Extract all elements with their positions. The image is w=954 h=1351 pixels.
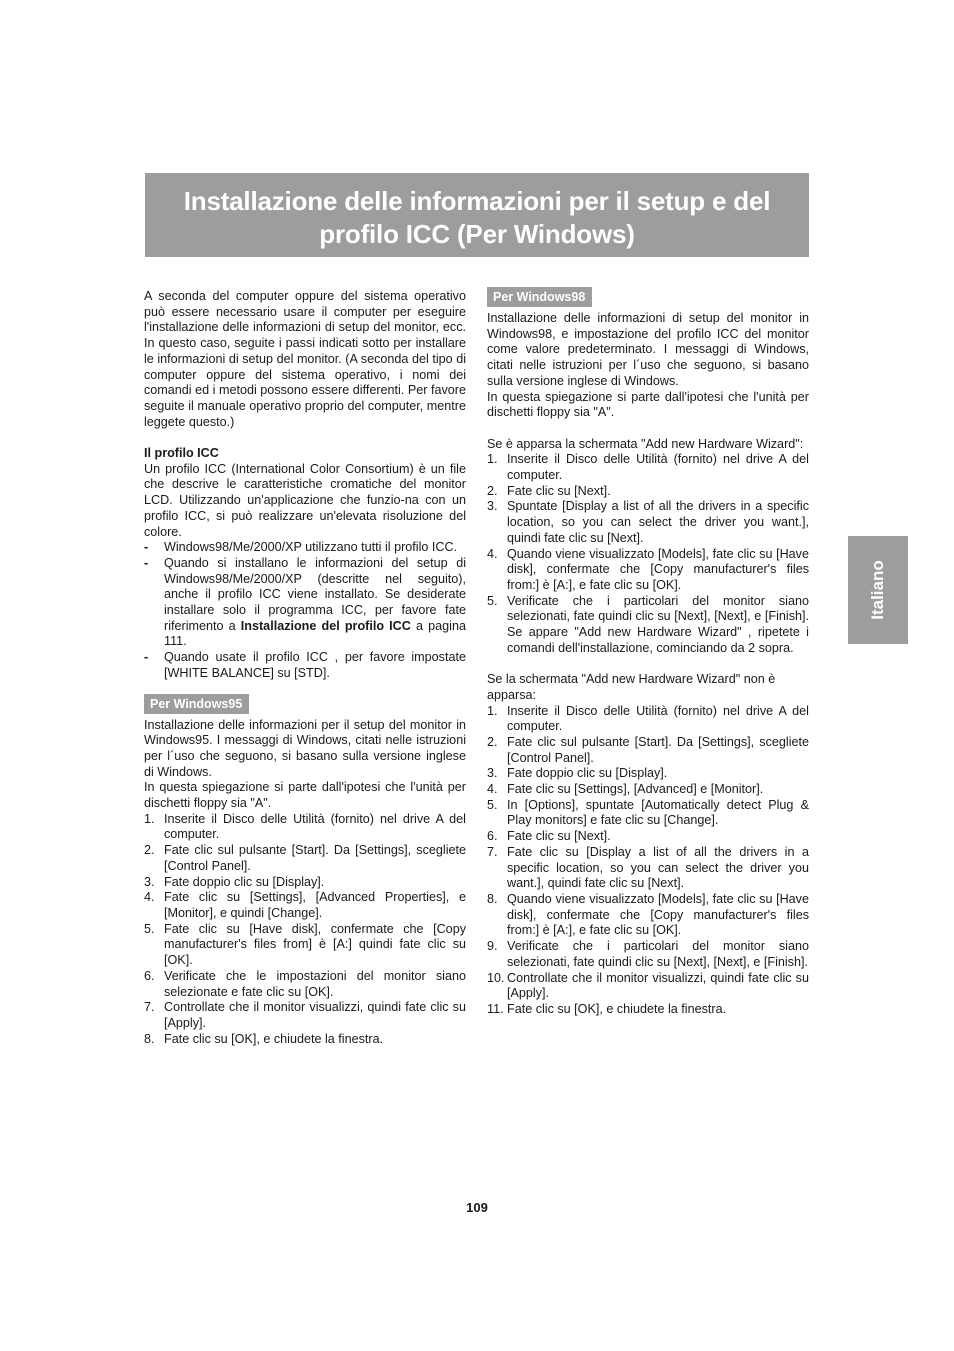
bullet-text: Quando si installano le informazioni del setup di Windows98/Me/2000/XP (descritte nel seguito), anche il profilo ICC viene installato. Se desiderate installare solo il programma ICC, per favore fate riferimento a [164, 555, 466, 633]
windows95-intro-floppy: In questa spiegazione si parte dall'ipotesi che l'unità per dischetti floppy sia "A". [144, 780, 466, 811]
list-item [487, 735, 809, 766]
step-number: 5. [487, 797, 498, 812]
list-item [487, 766, 809, 782]
step-number: 1. [487, 703, 498, 718]
list-item [487, 939, 809, 970]
step-text: Fate doppio clic su [Display]. [164, 874, 325, 889]
step-number: 2. [487, 483, 498, 498]
step-text: Fate clic su [Have disk], confermate che [Copy manufacturer's files from] è [A:] quindi fate clic su [OK]. [164, 921, 466, 968]
windows98-case-wizard-not-shown: Se la schermata "Add new Hardware Wizard" non è apparsa: [487, 672, 776, 702]
step-number: 5. [487, 593, 498, 608]
step-number: 6. [487, 829, 498, 844]
step-number: 5. [144, 921, 155, 936]
bullet-dash: - [144, 555, 149, 570]
bullet-dash: - [144, 540, 149, 555]
list-item [144, 650, 466, 681]
step-text: Fate clic sul pulsante [Start]. Da [Settings], scegliete [Control Panel]. [507, 734, 809, 765]
windows98-steps-wizard-not-shown [487, 704, 809, 1018]
step-text: Fate clic su [Settings], [Advanced] e [Monitor]. [507, 782, 764, 797]
bullet-text-end: a pagina 111. [164, 618, 466, 649]
step-number: 3. [487, 766, 498, 781]
step-text: Fate clic su [Next]. [507, 829, 611, 844]
step-text: Verificate che le impostazioni del monitor siano selezionate e fate clic su [OK]. [164, 968, 466, 999]
step-number: 3. [144, 874, 155, 889]
list-item [487, 845, 809, 892]
icc-bullet-list [144, 540, 466, 681]
list-item [487, 704, 809, 735]
step-number: 6. [144, 968, 155, 983]
step-text: Inserite il Disco delle Utilità (fornito) nel drive A del computer. [507, 452, 809, 483]
step-number: 2. [487, 734, 498, 749]
list-item [487, 594, 809, 657]
step-number: 1. [487, 452, 498, 467]
list-item [487, 484, 809, 500]
step-number: 9. [487, 939, 498, 954]
step-number: 2. [144, 843, 155, 858]
bullet-text: Quando usate il profilo ICC , per favore impostate [WHITE BALANCE] su [STD]. [164, 650, 466, 680]
title-banner [145, 173, 809, 257]
step-text: Fate clic su [Settings], [Advanced Properties], e [Monitor], e quindi [Change]. [164, 890, 466, 920]
list-item [487, 798, 809, 829]
step-number: 7. [487, 844, 498, 859]
step-text: Inserite il Disco delle Utilità (fornito) nel drive A del computer. [164, 811, 466, 842]
list-item [144, 843, 466, 874]
list-item [144, 1032, 466, 1048]
right-column [487, 287, 809, 1018]
bullet-dash: - [144, 650, 149, 665]
step-text: Verificate che i particolari del monitor siano selezionati, fate quindi clic su [Next], [Next], e [Finish]. Se appare "Add new Hardware Wizard" , ripetete i comandi dell'installazione, cominciando da 2 sopra. [507, 593, 809, 655]
step-number: 8. [487, 891, 498, 906]
list-item [144, 812, 466, 843]
list-item [144, 1000, 466, 1031]
step-number: 7. [144, 1000, 155, 1015]
step-text: Verificate che i particolari del monitor siano selezionati, fate quindi clic su [Next], [Next], e [Finish]. [507, 939, 809, 969]
list-item [487, 829, 809, 845]
page-title-line-2: profilo ICC (Per Windows) [319, 219, 635, 249]
list-item [144, 922, 466, 969]
list-item [487, 971, 809, 1002]
step-number: 4. [144, 890, 155, 905]
list-item [487, 782, 809, 798]
step-text: Fate clic sul pulsante [Start]. Da [Settings], scegliete [Control Panel]. [164, 843, 466, 873]
step-number: 8. [144, 1031, 155, 1046]
list-item [487, 452, 809, 483]
step-text: Quando viene visualizzato [Models], fate clic su [Have disk], confermate che [Copy manufacturer's files from:] è [A:], e fate clic su [OK]. [507, 891, 809, 938]
windows95-intro: Installazione delle informazioni per il setup del monitor in Windows95. I messaggi di Windows, citati nelle istruzioni per l´uso che seguono, si basano sulla versione inglese di Windows. [144, 717, 466, 779]
language-tab-label: Italiano [868, 560, 887, 620]
step-number: 1. [144, 811, 155, 826]
language-tab [848, 536, 908, 644]
page-title-line-1: Installazione delle informazioni per il setup e del [183, 186, 771, 216]
step-number: 3. [487, 499, 498, 514]
step-text: Fate clic su [Next]. [507, 483, 611, 498]
left-column [144, 289, 466, 1047]
windows98-steps-wizard-shown [487, 452, 809, 656]
windows98-intro: Installazione delle informazioni di setup del monitor in Windows98, e impostazione del profilo ICC del monitor come valore predeterminato. I messaggi di Windows, citati nelle istruzioni per l´uso che seguono, si basano sulla versione inglese di Windows. [487, 311, 809, 388]
list-item [144, 540, 466, 556]
windows98-intro-floppy: In questa spiegazione si parte dall'ipotesi che l'unità per dischetti floppy sia "A". [487, 389, 809, 420]
section-heading-windows98: Per Windows98 [487, 287, 592, 307]
cross-reference-link-text: Installazione del profilo ICC [240, 618, 411, 633]
icc-paragraph: Un profilo ICC (International Color Consortium) è un file che descrive le caratteristiche cromatiche del monitor LCD. Utilizzando un'applicazione che funzio-na con un profilo ICC, si può realizzare un'elevata risoluzione del colore. [144, 461, 466, 539]
section-heading-windows95: Per Windows95 [144, 694, 249, 714]
step-text: Controllate che il monitor visualizzi, quindi fate clic su [Apply]. [507, 970, 809, 1001]
step-number: 11. [487, 1001, 504, 1016]
step-text: Spuntate [Display a list of all the drivers in a specific location, so you can select the driver you want.], quindi fate clic su [Next]. [507, 499, 809, 545]
step-number: 4. [487, 782, 498, 797]
step-text: Quando viene visualizzato [Models], fate clic su [Have disk], confermate che [Copy manufacturer's files from:] è [A:], e fate clic su [OK]. [507, 546, 809, 592]
list-item [487, 499, 809, 546]
icc-heading: Il profilo ICC [144, 446, 219, 461]
list-item [144, 556, 466, 650]
list-item [144, 890, 466, 921]
list-item [144, 875, 466, 891]
list-item [487, 1002, 809, 1018]
page-title [145, 173, 809, 251]
step-text: Fate doppio clic su [Display]. [507, 766, 668, 781]
list-item [487, 547, 809, 594]
windows95-steps [144, 812, 466, 1048]
list-item [144, 969, 466, 1000]
page-number: 109 [466, 1200, 488, 1215]
step-text: Controllate che il monitor visualizzi, quindi fate clic su [Apply]. [164, 1000, 466, 1030]
step-text: Fate clic su [OK], e chiudete la finestra. [507, 1001, 727, 1016]
step-text: In [Options], spuntate [Automatically detect Plug & Play monitors] e fate clic su [Change]. [507, 797, 809, 828]
intro-paragraph: A seconda del computer oppure del sistema operativo può essere necessario usare il computer per eseguire l'installazione delle informazioni di setup del monitor, ecc. In questo caso, seguite i passi indicati sotto per installare le informazioni di setup del monitor. (A seconda del tipo di computer oppure del sistema operativo, i nomi dei comandi ed i metodi possono essere differenti. Per favore seguite il manuale operativo proprio del computer, mentre leggete questo.) [144, 289, 466, 429]
step-number: 4. [487, 546, 498, 561]
step-text: Fate clic su [Display a list of all the drivers in a specific location, so you can select the driver you want.], quindi fate clic su [Next]. [507, 844, 809, 891]
list-item [487, 892, 809, 939]
bullet-text: Windows98/Me/2000/XP utilizzano tutti il profilo ICC. [164, 540, 458, 555]
step-text: Inserite il Disco delle Utilità (fornito) nel drive A del computer. [507, 703, 809, 734]
step-text: Fate clic su [OK], e chiudete la finestra. [164, 1031, 384, 1046]
step-number: 10. [487, 970, 505, 985]
windows98-case-wizard-shown: Se è apparsa la schermata "Add new Hardware Wizard": [487, 436, 804, 451]
